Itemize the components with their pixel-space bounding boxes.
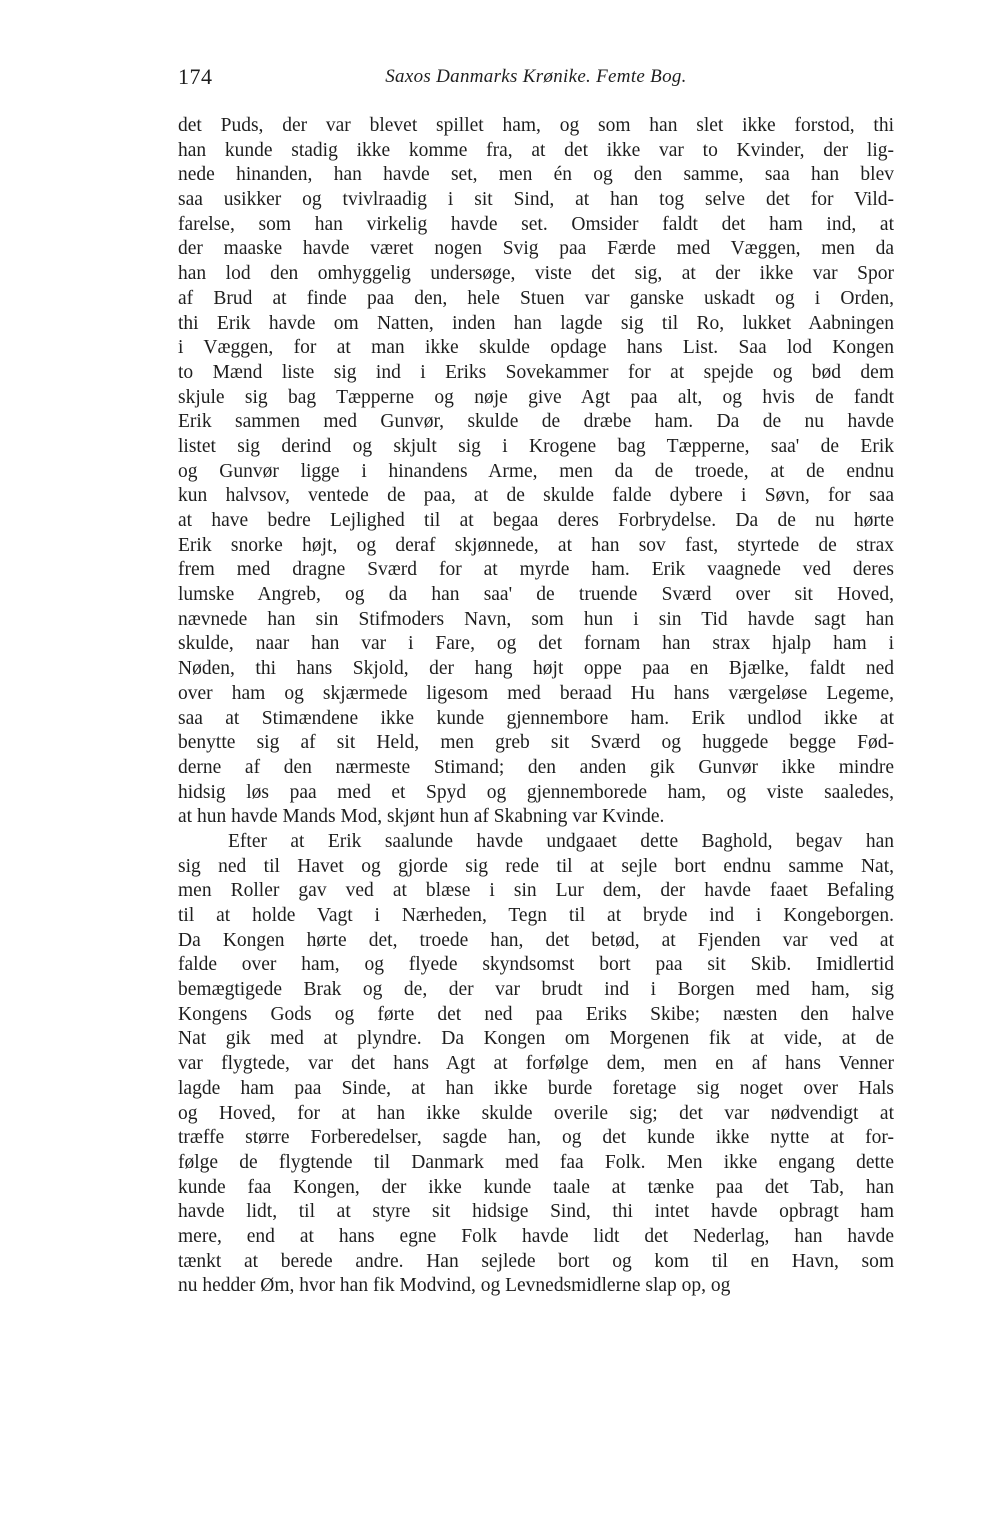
text-line: benytte sig af sit Held, men greb sit Sværd og huggede begge Fød- bbox=[178, 732, 894, 754]
text-line: han lod den omhyggelig undersøge, viste det sig, at der ikke var Spor bbox=[178, 263, 894, 285]
text-line: kun halvsov, ventede de paa, at de skulde falde dybere i Søvn, for saa bbox=[178, 485, 894, 507]
text-line: listet sig derind og skjult sig i Krogene bag Tæpperne, saa' de Erik bbox=[178, 435, 894, 457]
text-line: thi Erik havde om Natten, inden han lagde sig til Ro, lukket Aabningen bbox=[178, 312, 894, 334]
text-line: farelse, som han virkelig havde set. Omsider faldt det ham ind, at bbox=[178, 213, 894, 235]
text-line: Kongens Gods og førte det ned paa Eriks Skibe; næsten den halve bbox=[178, 1003, 894, 1025]
text-line: og Gunvør ligge i hinandens Arme, men da de troede, at de endnu bbox=[178, 460, 894, 482]
text-body bbox=[178, 114, 894, 1299]
text-line: Efter at Erik saalunde havde undgaaet dette Baghold, begav han bbox=[228, 830, 894, 852]
text-line: det Puds, der var blevet spillet ham, og som han slet ikke forstod, thi bbox=[178, 115, 894, 136]
text-line: var flygtede, var det hans Agt at forfølge dem, men en af hans Venner bbox=[178, 1053, 894, 1075]
text-line: over ham og skjærmede ligesom med beraad Hu hans værgeløse Legeme, bbox=[178, 682, 894, 704]
text-line: lagde ham paa Sinde, at han ikke burde foretage sig noget over Hals bbox=[178, 1077, 894, 1099]
text-line: Nøden, thi hans Skjold, der hang højt oppe paa en Bjælke, faldt ned bbox=[178, 658, 894, 680]
text-line: skulde, naar han var i Fare, og det fornam han strax hjalp ham i bbox=[178, 633, 894, 655]
text-line: bemægtigede Brak og de, der var brudt ind i Borgen med ham, sig bbox=[178, 979, 894, 1001]
text-line: af Brud at finde paa den, hele Stuen var ganske uskadt og i Orden, bbox=[178, 287, 894, 309]
page-number: 174 bbox=[178, 64, 213, 89]
text-line: saa usikker og tvivlraadig i sit Sind, at han tog selve det for Vild- bbox=[178, 189, 894, 211]
text-line: sig ned til Havet og gjorde sig rede til at sejle bort endnu samme Nat, bbox=[178, 855, 894, 877]
text-line: nede hinanden, han havde set, men én og den samme, saa han blev bbox=[178, 164, 894, 186]
text-line: falde over ham, og flyede skyndsomst bort paa sit Skib. Imidlertid bbox=[178, 954, 894, 976]
page-header bbox=[178, 64, 894, 100]
text-line: men Roller gav ved at blæse i sin Lur dem, der havde faaet Befaling bbox=[178, 880, 894, 902]
text-line: nu hedder Øm, hvor han fik Modvind, og Levnedsmidlerne slap op, og bbox=[178, 1275, 731, 1297]
text-line: følge de flygtende til Danmark med faa Folk. Men ikke engang dette bbox=[178, 1151, 894, 1173]
text-line: Erik snorke højt, og deraf skjønnede, at han sov fast, styrtede de strax bbox=[178, 534, 894, 556]
text-line: havde lidt, til at styre sit hidsige Sind, thi intet havde opbragt ham bbox=[178, 1201, 894, 1223]
text-line: to Mænd liste sig ind i Eriks Sovekammer for at spejde og bød dem bbox=[178, 361, 894, 383]
text-line: og Hoved, for at han ikke skulde overile sig; det var nødvendigt at bbox=[178, 1102, 894, 1124]
text-line: saa at Stimændene ikke kunde gjennembore ham. Erik undlod ikke at bbox=[178, 707, 894, 729]
text-line: at have bedre Lejlighed til at begaa deres Forbrydelse. Da de nu hørte bbox=[178, 510, 894, 531]
text-line: derne af den nærmeste Stimand; den anden gik Gunvør ikke mindre bbox=[178, 756, 894, 778]
text-line: lumske Angreb, og da han saa' de truende Sværd over sit Hoved, bbox=[178, 584, 894, 606]
text-line: Da Kongen hørte det, troede han, det betød, at Fjenden var ved at bbox=[178, 929, 894, 951]
text-line: til at holde Vagt i Nærheden, Tegn til at bryde ind i Kongeborgen. bbox=[178, 905, 894, 926]
text-line: i Væggen, for at man ikke skulde opdage hans List. Saa lod Kongen bbox=[178, 337, 894, 359]
text-line: at hun havde Mands Mod, skjønt hun af Skabning var Kvinde. bbox=[178, 806, 665, 828]
text-line: frem med dragne Sværd for at myrde ham. Erik vaagnede ved deres bbox=[178, 559, 894, 581]
text-line: hidsig løs paa med et Spyd og gjennemborede ham, og viste saaledes, bbox=[178, 781, 894, 803]
running-title: Saxos Danmarks Krønike. Femte Bog. bbox=[385, 66, 687, 87]
paragraph bbox=[178, 830, 894, 1299]
text-line: skjule sig bag Tæpperne og nøje give Agt paa alt, og hvis de fandt bbox=[178, 386, 894, 408]
text-line: kunde faa Kongen, der ikke kunde taale at tænke paa det Tab, han bbox=[178, 1176, 894, 1198]
text-line: Nat gik med at plyndre. Da Kongen om Morgenen fik at vide, at de bbox=[178, 1028, 894, 1050]
text-line: tænkt at berede andre. Han sejlede bort og kom til en Havn, som bbox=[178, 1250, 894, 1272]
text-line: han kunde stadig ikke komme fra, at det ikke var to Kvinder, der lig- bbox=[178, 139, 894, 161]
text-line: træffe større Forberedelser, sagde han, og det kunde ikke nytte at for- bbox=[178, 1127, 894, 1149]
text-line: mere, end at hans egne Folk havde lidt det Nederlag, han havde bbox=[178, 1225, 894, 1247]
text-line: der maaske havde været nogen Svig paa Færde med Væggen, men da bbox=[178, 238, 894, 260]
paragraph bbox=[178, 114, 894, 830]
text-line: nævnede han sin Stifmoders Navn, som hun i sin Tid havde sagt han bbox=[178, 608, 894, 630]
text-line: Erik sammen med Gunvør, skulde de dræbe ham. Da de nu havde bbox=[178, 411, 894, 433]
